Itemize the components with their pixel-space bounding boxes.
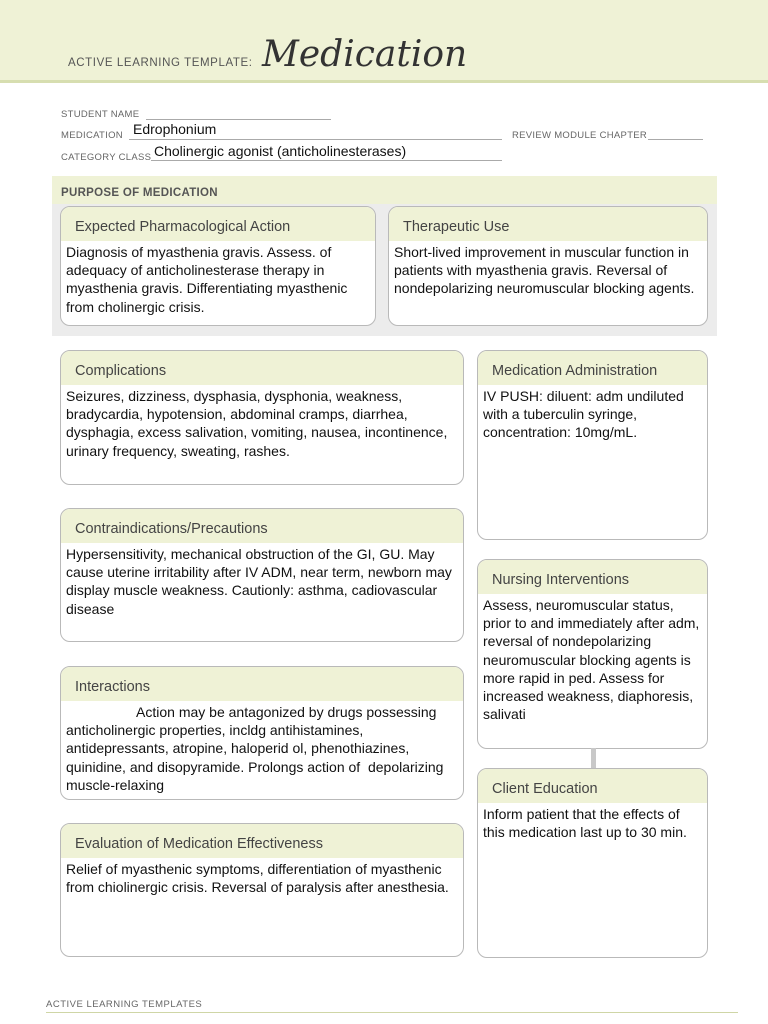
administration-text: IV PUSH: diluent: adm undiluted with a tuberculin syringe, concentration: 10mg/mL. xyxy=(483,388,684,441)
student-name-label: STUDENT NAME xyxy=(61,109,140,120)
medication-field[interactable] xyxy=(129,139,502,140)
evaluation-title: Evaluation of Medication Effectiveness xyxy=(61,824,463,858)
category-class-value: Cholinergic agonist (anticholinesterases) xyxy=(154,143,407,159)
expected-action-text: Diagnosis of myasthenia gravis. Assess. of adequacy of anticholinesterase therapy in myasthenia gravis. Differentiating myasthenic from cholinergic crisis. xyxy=(66,244,348,315)
expected-action-box[interactable] xyxy=(60,206,376,326)
medication-label: MEDICATION xyxy=(61,130,123,141)
administration-title: Medication Administration xyxy=(478,351,707,385)
purpose-label: PURPOSE OF MEDICATION xyxy=(61,187,218,199)
student-name-field[interactable] xyxy=(146,119,331,120)
administration-box[interactable] xyxy=(477,350,708,540)
medication-value: Edrophonium xyxy=(133,121,217,137)
interactions-title: Interactions xyxy=(61,667,463,701)
template-label: ACTIVE LEARNING TEMPLATE: xyxy=(68,57,253,69)
interactions-text: Action may be antagonized by drugs possessing anticholinergic properties, incldg antihistamines, antidepressants, atropine, haloperid ol, phenothiazines, quinidine, and disopyramide. Prolongs action of depolarizing muscle-relaxing xyxy=(66,704,448,793)
review-module-field[interactable] xyxy=(648,139,703,140)
client-education-box[interactable] xyxy=(477,768,708,958)
page-title: Medication xyxy=(262,34,468,75)
nursing-interventions-text: Assess, neuromuscular status, prior to and immediately after adm, reversal of nondepolarizing neuromuscular blocking agents is more rapid in ped. Assess for increased weakness, diaphoresis, salivati xyxy=(483,597,700,723)
expected-action-title: Expected Pharmacological Action xyxy=(61,207,375,241)
client-education-title: Client Education xyxy=(478,769,707,803)
review-module-label: REVIEW MODULE CHAPTER xyxy=(512,130,648,141)
interactions-box[interactable] xyxy=(60,666,464,800)
evaluation-text: Relief of myasthenic symptoms, differentiation of myasthenic from chiolinergic crisis. Reversal of paralysis after anesthesia. xyxy=(66,861,449,896)
contraindications-text: Hypersensitivity, mechanical obstruction of the GI, GU. May cause uterine irritability after IV ADM, near term, newborn may display muscle weakness. Cautionly: asthma, cadiovascular disease xyxy=(66,546,452,617)
footer-label: ACTIVE LEARNING TEMPLATES xyxy=(46,999,203,1010)
category-class-field[interactable] xyxy=(151,160,502,161)
therapeutic-use-title: Therapeutic Use xyxy=(389,207,707,241)
therapeutic-use-box[interactable] xyxy=(388,206,708,326)
box-connector xyxy=(591,748,596,768)
complications-title: Complications xyxy=(61,351,463,385)
complications-text: Seizures, dizziness, dysphasia, dysphonia, weakness, bradycardia, hypotension, abdominal cramps, diarrhea, dysphagia, excess salivation, vomiting, nausea, incontinence, urinary frequency, sweating, rashes. xyxy=(66,388,448,459)
category-class-label: CATEGORY CLASS xyxy=(61,152,152,163)
contraindications-box[interactable] xyxy=(60,508,464,642)
complications-box[interactable] xyxy=(60,350,464,485)
nursing-interventions-title: Nursing Interventions xyxy=(478,560,707,594)
evaluation-box[interactable] xyxy=(60,823,464,957)
contraindications-title: Contraindications/Precautions xyxy=(61,509,463,543)
footer-divider xyxy=(46,1012,738,1013)
therapeutic-use-text: Short-lived improvement in muscular function in patients with myasthenia gravis. Reversal of nondepolarizing neuromuscular blocking agents. xyxy=(394,244,695,297)
nursing-interventions-box[interactable] xyxy=(477,559,708,749)
client-education-text: Inform patient that the effects of this medication last up to 30 min. xyxy=(483,806,687,841)
